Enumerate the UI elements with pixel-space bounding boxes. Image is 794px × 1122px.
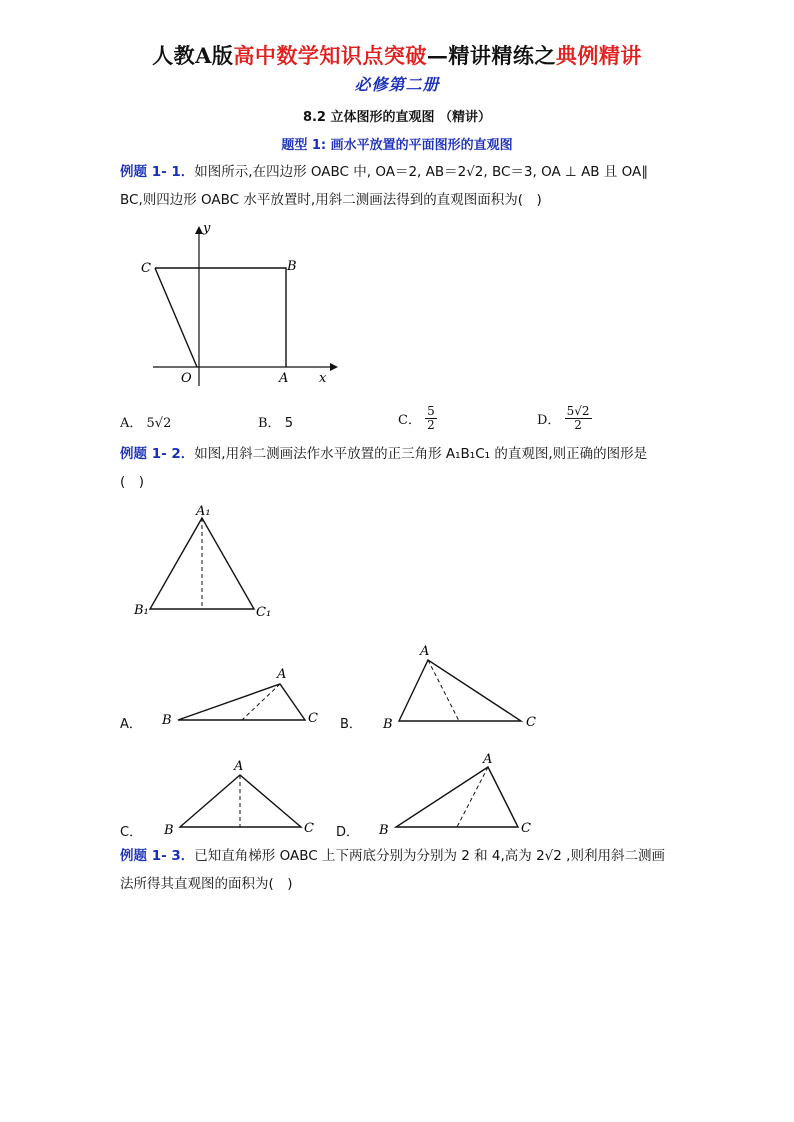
option-d-label[interactable]: D． <box>336 825 360 840</box>
choice-d-label: D． <box>537 413 561 428</box>
option-d-triangle <box>396 767 518 827</box>
choice-c-den: 2 <box>427 418 435 432</box>
label-b: B <box>287 259 297 274</box>
option-a-figure[interactable] <box>158 660 328 735</box>
example-1-3-line2: 法所得其直观图的面积为( ) <box>120 876 293 892</box>
choice-d-fraction <box>565 405 592 432</box>
example-1-1-line2: BC,则四边形 OABC 水平放置时,用斜二测画法得到的直观图面积为( ) <box>120 192 542 208</box>
choice-d-num: 5√2 <box>566 404 590 418</box>
label-x: x <box>319 371 327 386</box>
option-d-figure[interactable] <box>376 747 546 842</box>
option-b-dashed <box>428 660 459 721</box>
option-b-label-a: A <box>420 644 430 659</box>
choice-a-label: A． <box>120 416 143 431</box>
x-arrow-icon <box>330 363 338 371</box>
title-prefix: 人教A版 <box>152 43 234 68</box>
option-b-triangle <box>399 660 521 721</box>
option-a-label-c: C <box>308 711 318 726</box>
choice-d-den: 2 <box>574 418 582 432</box>
choice-a[interactable] <box>120 412 171 431</box>
example-1-3-line1: 已知直角梯形 OABC 上下两底分别为分别为 2 和 4,高为 2√2 ,则利用斜二测画 <box>194 848 665 864</box>
choice-b[interactable] <box>258 412 293 431</box>
label-c1: C₁ <box>256 605 272 620</box>
option-a-label-a: A <box>277 667 287 682</box>
y-arrow-icon <box>195 226 203 234</box>
example-1-2-main-figure <box>130 500 280 625</box>
option-c-label-b: B <box>164 823 174 838</box>
choice-c-label: C． <box>398 413 421 428</box>
option-d-label-c: C <box>521 821 531 836</box>
title-red-2: 典例精讲 <box>555 43 642 68</box>
option-b-label-b: B <box>383 717 393 732</box>
example-1-1-figure <box>135 218 340 388</box>
choice-a-value: 5√2 <box>146 416 172 431</box>
option-d-dashed <box>457 767 488 827</box>
option-a-label[interactable]: A． <box>120 717 142 732</box>
label-a1: A₁ <box>196 504 211 519</box>
example-1-2-line1: 如图,用斜二测画法作水平放置的正三角形 A₁B₁C₁ 的直观图,则正确的图形是 <box>194 446 648 462</box>
example-1-2-label: 例题 1- 2． <box>120 446 195 462</box>
option-c-label[interactable]: C． <box>120 825 143 840</box>
page-subtitle: 必修第二册 <box>354 75 440 94</box>
title-red: 高中数学知识点突破 <box>233 43 427 68</box>
choice-b-value: 5 <box>284 416 293 431</box>
quad-edges-cb-ba <box>155 268 286 367</box>
label-y: y <box>203 221 211 236</box>
example-1-3-label: 例题 1- 3． <box>120 848 195 864</box>
example-1-2-text <box>120 440 680 496</box>
option-c-label-a: A <box>234 759 244 774</box>
example-1-2-line2: ( ) <box>120 474 145 490</box>
title-mid: —精讲精练之 <box>426 43 556 68</box>
option-a-label-b: B <box>162 713 172 728</box>
option-c-figure[interactable] <box>160 757 330 842</box>
choice-c-num: 5 <box>427 404 435 418</box>
option-a-dashed <box>242 684 280 720</box>
option-d-label-b: B <box>379 823 389 838</box>
choice-d[interactable] <box>537 405 592 432</box>
option-d-label-a: A <box>483 752 493 767</box>
example-1-1-text <box>120 158 680 214</box>
example-1-3-text <box>120 842 680 898</box>
option-b-label[interactable]: B． <box>340 717 362 732</box>
label-c: C <box>141 261 151 276</box>
label-b1: B₁ <box>134 603 149 618</box>
label-a: A <box>279 371 289 386</box>
label-o: O <box>181 371 192 386</box>
example-1-1-label: 例题 1- 1． <box>120 164 195 180</box>
quad-edge-co <box>155 268 197 367</box>
section-title: 8.2 立体图形的直观图 （精讲） <box>302 110 492 125</box>
option-a-triangle <box>178 684 305 720</box>
page-title <box>0 40 794 70</box>
topic-title: 题型 1: 画水平放置的平面图形的直观图 <box>281 138 513 153</box>
choice-c-fraction <box>425 405 437 432</box>
option-b-label-c: C <box>526 715 536 730</box>
option-c-label-c: C <box>304 821 314 836</box>
choice-c[interactable] <box>398 405 437 432</box>
choice-b-label: B． <box>258 416 281 431</box>
example-1-1-line1: 如图所示,在四边形 OABC 中, OA＝2, AB＝2√2, BC＝3, OA ⊥ AB 且 OA∥ <box>194 164 649 180</box>
option-b-figure[interactable] <box>380 640 550 735</box>
